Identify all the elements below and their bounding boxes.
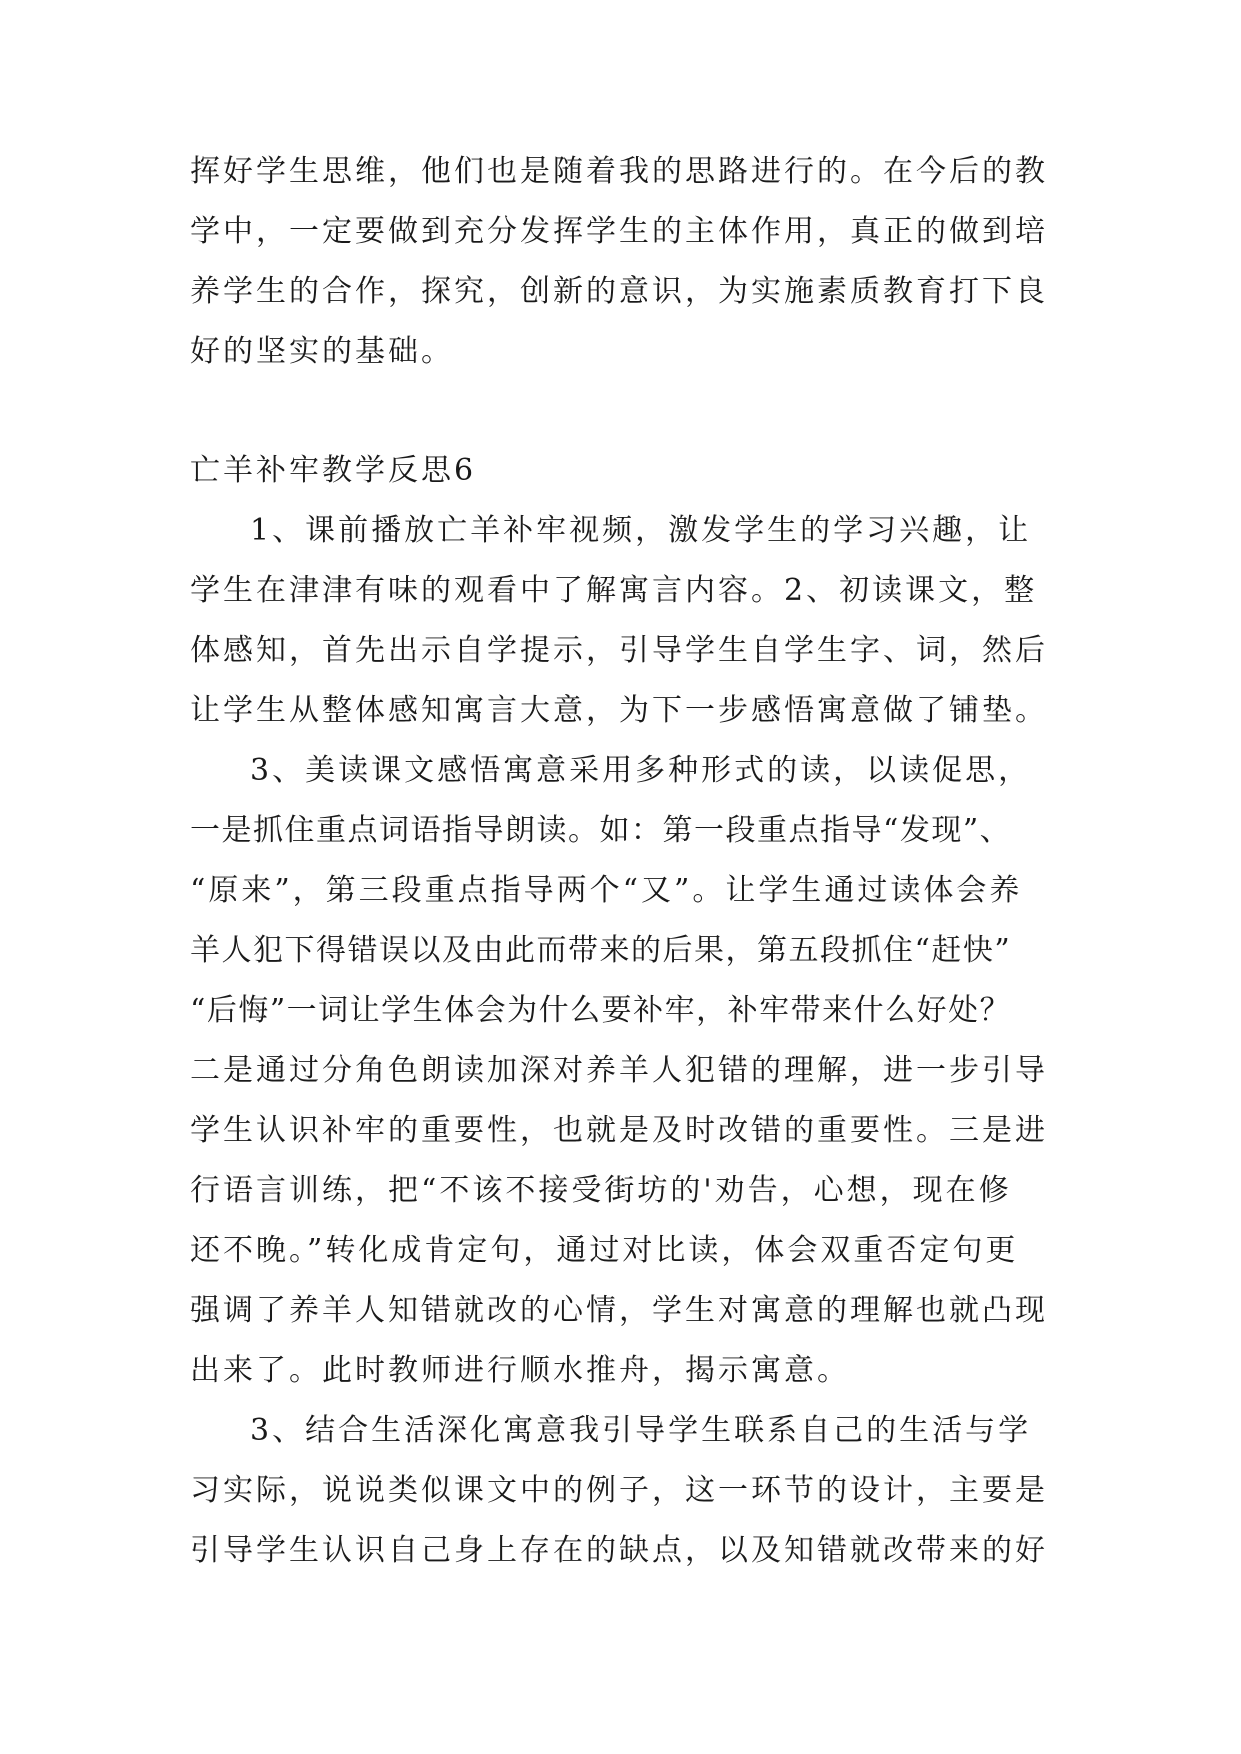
paragraph-1-line: 学中，一定要做到充分发挥学生的主体作用，真正的做到培 [190,214,1048,249]
paragraph-3-line: 行语言训练，把“不该不接受街坊的'劝告，心想，现在修 [190,1173,1012,1208]
paragraph-2-line: 学生在津津有味的观看中了解寓言内容。2、初读课文，整 [190,573,1038,608]
paragraph-3-line: 出来了。此时教师进行顺水推舟，揭示寓意。 [190,1353,850,1388]
paragraph-3-line: “原来”，第三段重点指导两个“又”。让学生通过读体会养 [190,873,1023,908]
paragraph-3-line: 一是抓住重点词语指导朗读。如：第一段重点指导“发现”、 [190,813,1012,848]
paragraph-2-line: 体感知，首先出示自学提示，引导学生自学生字、词，然后 [190,633,1048,668]
section-title: 亡羊补牢教学反思6 [190,453,477,488]
paragraph-4-line: 引导学生认识自己身上存在的缺点，以及知错就改带来的好 [190,1533,1048,1568]
paragraph-1-line: 养学生的合作，探究，创新的意识，为实施素质教育打下良 [190,274,1048,309]
paragraph-3-line: 二是通过分角色朗读加深对养羊人犯错的理解，进一步引导 [190,1053,1048,1088]
paragraph-2-line: 让学生从整体感知寓言大意，为下一步感悟寓意做了铺垫。 [190,693,1048,728]
paragraph-1-line: 挥好学生思维，他们也是随着我的思路进行的。在今后的教 [190,154,1048,189]
paragraph-3-line: “后悔”一词让学生体会为什么要补牢，补牢带来什么好处？ [190,993,1012,1028]
paragraph-4-line: 习实际，说说类似课文中的例子，这一环节的设计，主要是 [190,1473,1048,1508]
paragraph-1-line: 好的坚实的基础。 [190,334,454,369]
paragraph-3-line: 学生认识补牢的重要性，也就是及时改错的重要性。三是进 [190,1113,1048,1148]
paragraph-4-line: 3、结合生活深化寓意我引导学生联系自己的生活与学 [250,1413,1032,1448]
paragraph-3-line: 强调了养羊人知错就改的心情，学生对寓意的理解也就凸现 [190,1293,1048,1328]
paragraph-3-line: 羊人犯下得错误以及由此而带来的后果，第五段抓住“赶快” [190,933,1012,968]
paragraph-3-line: 还不晚。”转化成肯定句，通过对比读，体会双重否定句更 [190,1233,1019,1268]
paragraph-2-line: 1、课前播放亡羊补牢视频，激发学生的学习兴趣，让 [250,513,1032,548]
paragraph-3-line: 3、美读课文感悟寓意采用多种形式的读，以读促思， [250,753,1032,788]
